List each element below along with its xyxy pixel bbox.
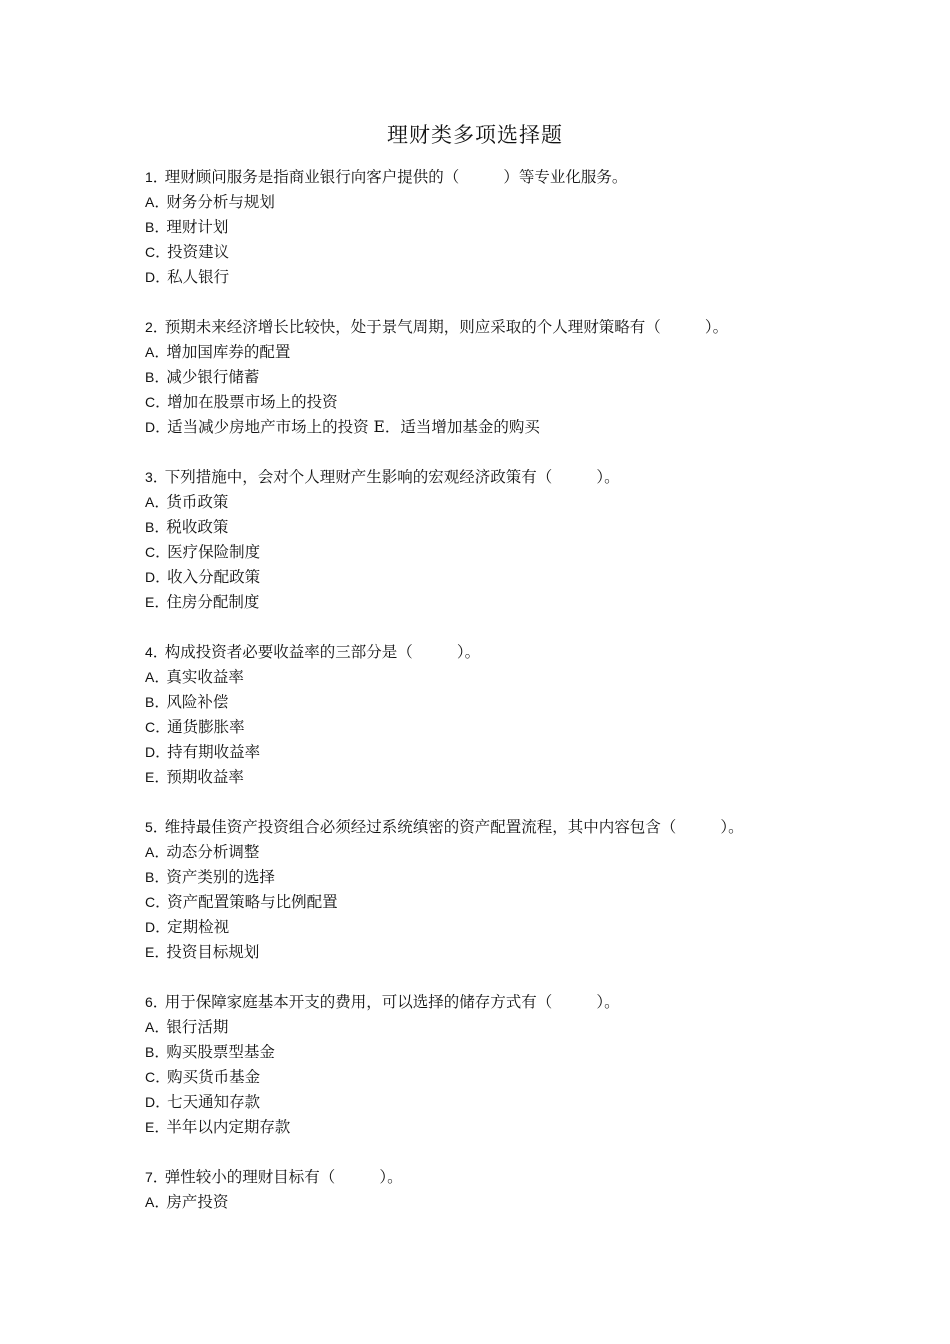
- stem-text: 预期未来经济增长比较快，处于景气周期，则应采取的个人理财策略有（: [164, 318, 661, 336]
- option-text: 七天通知存款: [167, 1093, 261, 1111]
- question-number: 3: [145, 469, 153, 485]
- question-stem: 2．预期未来经济增长比较快，处于景气周期，则应采取的个人理财策略有（ ）。: [145, 318, 729, 336]
- option-letter: D: [145, 419, 156, 435]
- option-text: 定期检视: [167, 918, 230, 936]
- option-text: 财务分析与规划: [166, 193, 275, 211]
- question-6: [145, 990, 845, 1140]
- option-letter: A: [145, 1019, 155, 1035]
- question-2: [145, 315, 845, 440]
- option-text: 货币政策: [166, 493, 229, 511]
- option-text: 购买货币基金: [167, 1068, 261, 1086]
- option-letter: A: [145, 669, 155, 685]
- option-letter: A: [145, 344, 155, 360]
- document-title: 理财类多项选择题: [387, 123, 563, 147]
- option-text: 投资建议: [167, 243, 230, 261]
- option-letter: A: [145, 844, 155, 860]
- option-c: C．通货膨胀率: [145, 718, 245, 736]
- option-text: 半年以内定期存款: [166, 1118, 291, 1136]
- option-d: D．私人银行: [145, 268, 230, 286]
- option-letter: C: [145, 719, 156, 735]
- option-text: 住房分配制度: [166, 593, 260, 611]
- option-e: E．住房分配制度: [145, 593, 260, 611]
- option-text: 税收政策: [166, 518, 229, 536]
- option-letter: D: [145, 569, 156, 585]
- option-text: 医疗保险制度: [167, 543, 261, 561]
- option-text: 房产投资: [166, 1193, 229, 1211]
- option-d: D．持有期收益率: [145, 743, 261, 761]
- question-list: [145, 165, 845, 1240]
- option-letter: B: [145, 369, 155, 385]
- question-7: [145, 1165, 845, 1215]
- option-e: E．半年以内定期存款: [145, 1118, 291, 1136]
- stem-text: 弹性较小的理财目标有（: [164, 1168, 336, 1186]
- stem-text: 用于保障家庭基本开支的费用，可以选择的储存方式有（: [164, 993, 553, 1011]
- question-stem: 4．构成投资者必要收益率的三部分是（ ）。: [145, 643, 481, 661]
- question-number: 2: [145, 319, 153, 335]
- option-c: C．资产配置策略与比例配置: [145, 893, 338, 911]
- stem-text-end: ）。: [379, 1168, 403, 1186]
- question-stem: 5．维持最佳资产投资组合必须经过系统缜密的资产配置流程，其中内容包含（ ）。: [145, 818, 744, 836]
- option-text: 风险补偿: [166, 693, 229, 711]
- option-text: 预期收益率: [166, 768, 244, 786]
- option-text: 持有期收益率: [167, 743, 261, 761]
- option-letter: D: [145, 269, 156, 285]
- option-letter: C: [145, 1069, 156, 1085]
- option-a: A．财务分析与规划: [145, 193, 275, 211]
- stem-text-end: ）。: [704, 318, 729, 336]
- question-number: 7: [145, 1169, 153, 1185]
- stem-text: 构成投资者必要收益率的三部分是（: [164, 643, 413, 661]
- option-letter: B: [145, 219, 155, 235]
- option-text: 投资目标规划: [166, 943, 260, 961]
- option-text: 通货膨胀率: [167, 718, 245, 736]
- option-c: C．医疗保险制度: [145, 543, 261, 561]
- option-d: D．定期检视: [145, 918, 230, 936]
- stem-text: 理财顾问服务是指商业银行向客户提供的（: [164, 168, 460, 186]
- question-number: 5: [145, 819, 153, 835]
- option-text: 资产配置策略与比例配置: [167, 893, 338, 911]
- option-e: E．预期收益率: [145, 768, 244, 786]
- question-number: 1: [145, 169, 153, 185]
- option-b: B．资产类别的选择: [145, 868, 275, 886]
- option-letter: A: [145, 494, 155, 510]
- option-text: 减少银行储蓄: [166, 368, 260, 386]
- stem-text: 维持最佳资产投资组合必须经过系统缜密的资产配置流程，其中内容包含（: [164, 818, 677, 836]
- stem-text-end: ）等专业化服务。: [503, 168, 628, 186]
- option-letter: A: [145, 1194, 155, 1210]
- option-c: C．投资建议: [145, 243, 230, 261]
- option-letter: C: [145, 544, 156, 560]
- question-3: [145, 465, 845, 615]
- option-letter: B: [145, 869, 155, 885]
- option-b: B．税收政策: [145, 518, 229, 536]
- stem-text-end: ）。: [456, 643, 481, 661]
- option-b: B．风险补偿: [145, 693, 229, 711]
- option-d: D．收入分配政策: [145, 568, 261, 586]
- option-letter: C: [145, 244, 156, 260]
- option-a: A．货币政策: [145, 493, 229, 511]
- option-a: A．真实收益率: [145, 668, 244, 686]
- question-4: [145, 640, 845, 790]
- option-letter: E: [145, 1119, 155, 1135]
- question-stem: 7．弹性较小的理财目标有（ ）。: [145, 1168, 403, 1186]
- option-text: 银行活期: [166, 1018, 229, 1036]
- option-b: B．理财计划: [145, 218, 229, 236]
- option-letter: B: [145, 519, 155, 535]
- option-letter: D: [145, 1094, 156, 1110]
- question-1: [145, 165, 845, 290]
- option-letter: E: [145, 769, 155, 785]
- option-a: A．动态分析调整: [145, 843, 260, 861]
- question-number: 6: [145, 994, 153, 1010]
- option-text: 资产类别的选择: [166, 868, 275, 886]
- option-letter: D: [145, 919, 156, 935]
- option-a: A．增加国库券的配置: [145, 343, 291, 361]
- question-stem: 1．理财顾问服务是指商业银行向客户提供的（ ）等专业化服务。: [145, 168, 628, 186]
- option-d: D．适当减少房地产市场上的投资 E．适当增加基金的购买: [145, 418, 540, 436]
- option-text: 适当减少房地产市场上的投资 E．适当增加基金的购买: [167, 418, 540, 436]
- option-text: 购买股票型基金: [166, 1043, 275, 1061]
- option-text: 增加在股票市场上的投资: [167, 393, 338, 411]
- option-a: A．银行活期: [145, 1018, 229, 1036]
- option-letter: B: [145, 694, 155, 710]
- stem-text-end: ）。: [596, 993, 620, 1011]
- option-e: E．投资目标规划: [145, 943, 260, 961]
- option-letter: C: [145, 894, 156, 910]
- option-text: 收入分配政策: [167, 568, 261, 586]
- option-text: 理财计划: [166, 218, 229, 236]
- option-text: 增加国库券的配置: [166, 343, 291, 361]
- option-text: 真实收益率: [166, 668, 244, 686]
- option-d: D．七天通知存款: [145, 1093, 261, 1111]
- question-stem: 3．下列措施中，会对个人理财产生影响的宏观经济政策有（ ）。: [145, 468, 620, 486]
- option-c: C．增加在股票市场上的投资: [145, 393, 338, 411]
- stem-text: 下列措施中，会对个人理财产生影响的宏观经济政策有（: [164, 468, 553, 486]
- question-stem: 6．用于保障家庭基本开支的费用，可以选择的储存方式有（ ）。: [145, 993, 620, 1011]
- question-5: [145, 815, 845, 965]
- option-text: 私人银行: [167, 268, 230, 286]
- option-b: B．购买股票型基金: [145, 1043, 275, 1061]
- option-letter: D: [145, 744, 156, 760]
- question-number: 4: [145, 644, 153, 660]
- stem-text-end: ）。: [720, 818, 744, 836]
- option-b: B．减少银行储蓄: [145, 368, 260, 386]
- option-letter: C: [145, 394, 156, 410]
- option-text: 动态分析调整: [166, 843, 260, 861]
- option-letter: E: [145, 944, 155, 960]
- option-letter: A: [145, 194, 155, 210]
- option-letter: B: [145, 1044, 155, 1060]
- option-letter: E: [145, 594, 155, 610]
- stem-text-end: ）。: [596, 468, 620, 486]
- option-a: A．房产投资: [145, 1193, 229, 1211]
- option-c: C．购买货币基金: [145, 1068, 261, 1086]
